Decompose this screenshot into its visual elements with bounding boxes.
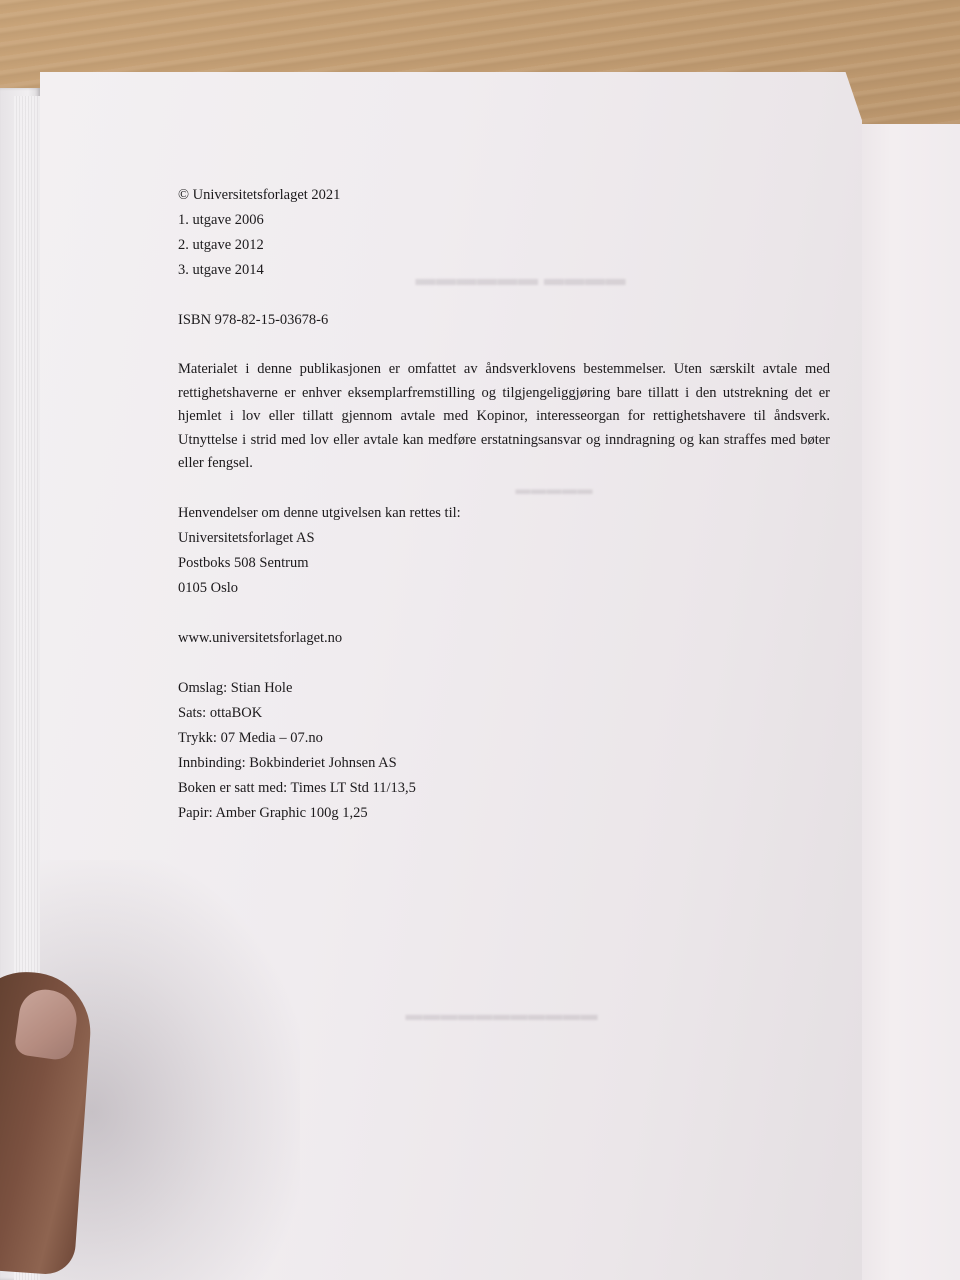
publisher-city: 0105 Oslo: [178, 579, 239, 596]
credit-font: Boken er satt med: Times LT Std 11/13,5: [178, 779, 416, 796]
edition-3: 3. utgave 2014: [178, 262, 264, 278]
credit-cover: Omslag: Stian Hole: [178, 679, 293, 696]
facing-page: [846, 124, 960, 1280]
edition-1: 1. utgave 2006: [178, 212, 264, 228]
legal-notice: Materialet i denne publikasjonen er omfattet av åndsverklovens bestemmelser. Uten særskilt avtale med rettighetshaverne er enhver eksemplarfremstilling og tilgjengeliggjøring bare tillatt i den utstrekning det er hjemlet i lov eller tillatt gjennom avtale med Kopinor, interesseorgan for rettighetshavere til åndsverk. Utnyttelse i strid med lov eller avtale kan medføre erstatningsansvar og inndragning og kan straffes med bøter eller fengsel.: [178, 361, 830, 471]
publisher-name: Universitetsforlaget AS: [178, 529, 315, 546]
publisher-address: Postboks 508 Sentrum: [178, 554, 309, 571]
show-through-author: ▬▬▬▬ ▬▬▬▬▬▬: [415, 268, 626, 290]
show-through-publisher: ▬▬▬▬▬▬▬▬▬▬▬: [405, 1005, 598, 1024]
credit-paper: Papir: Amber Graphic 100g 1,25: [178, 804, 368, 821]
copyright-line: © Universitetsforlaget 2021: [178, 187, 341, 203]
credit-binding: Innbinding: Bokbinderiet Johnsen AS: [178, 754, 397, 771]
isbn: ISBN 978-82-15-03678-6: [178, 312, 329, 328]
copyright-page-text: [178, 183, 838, 826]
credit-print: Trykk: 07 Media – 07.no: [178, 729, 323, 746]
show-through-edition: ▬▬▬▬▬: [515, 482, 593, 498]
publisher-website: www.universitetsforlaget.no: [178, 629, 343, 646]
contact-intro: Henvendelser om denne utgivelsen kan rettes til:: [178, 504, 461, 521]
edition-2: 2. utgave 2012: [178, 237, 264, 253]
credit-typesetting: Sats: ottaBOK: [178, 704, 263, 721]
